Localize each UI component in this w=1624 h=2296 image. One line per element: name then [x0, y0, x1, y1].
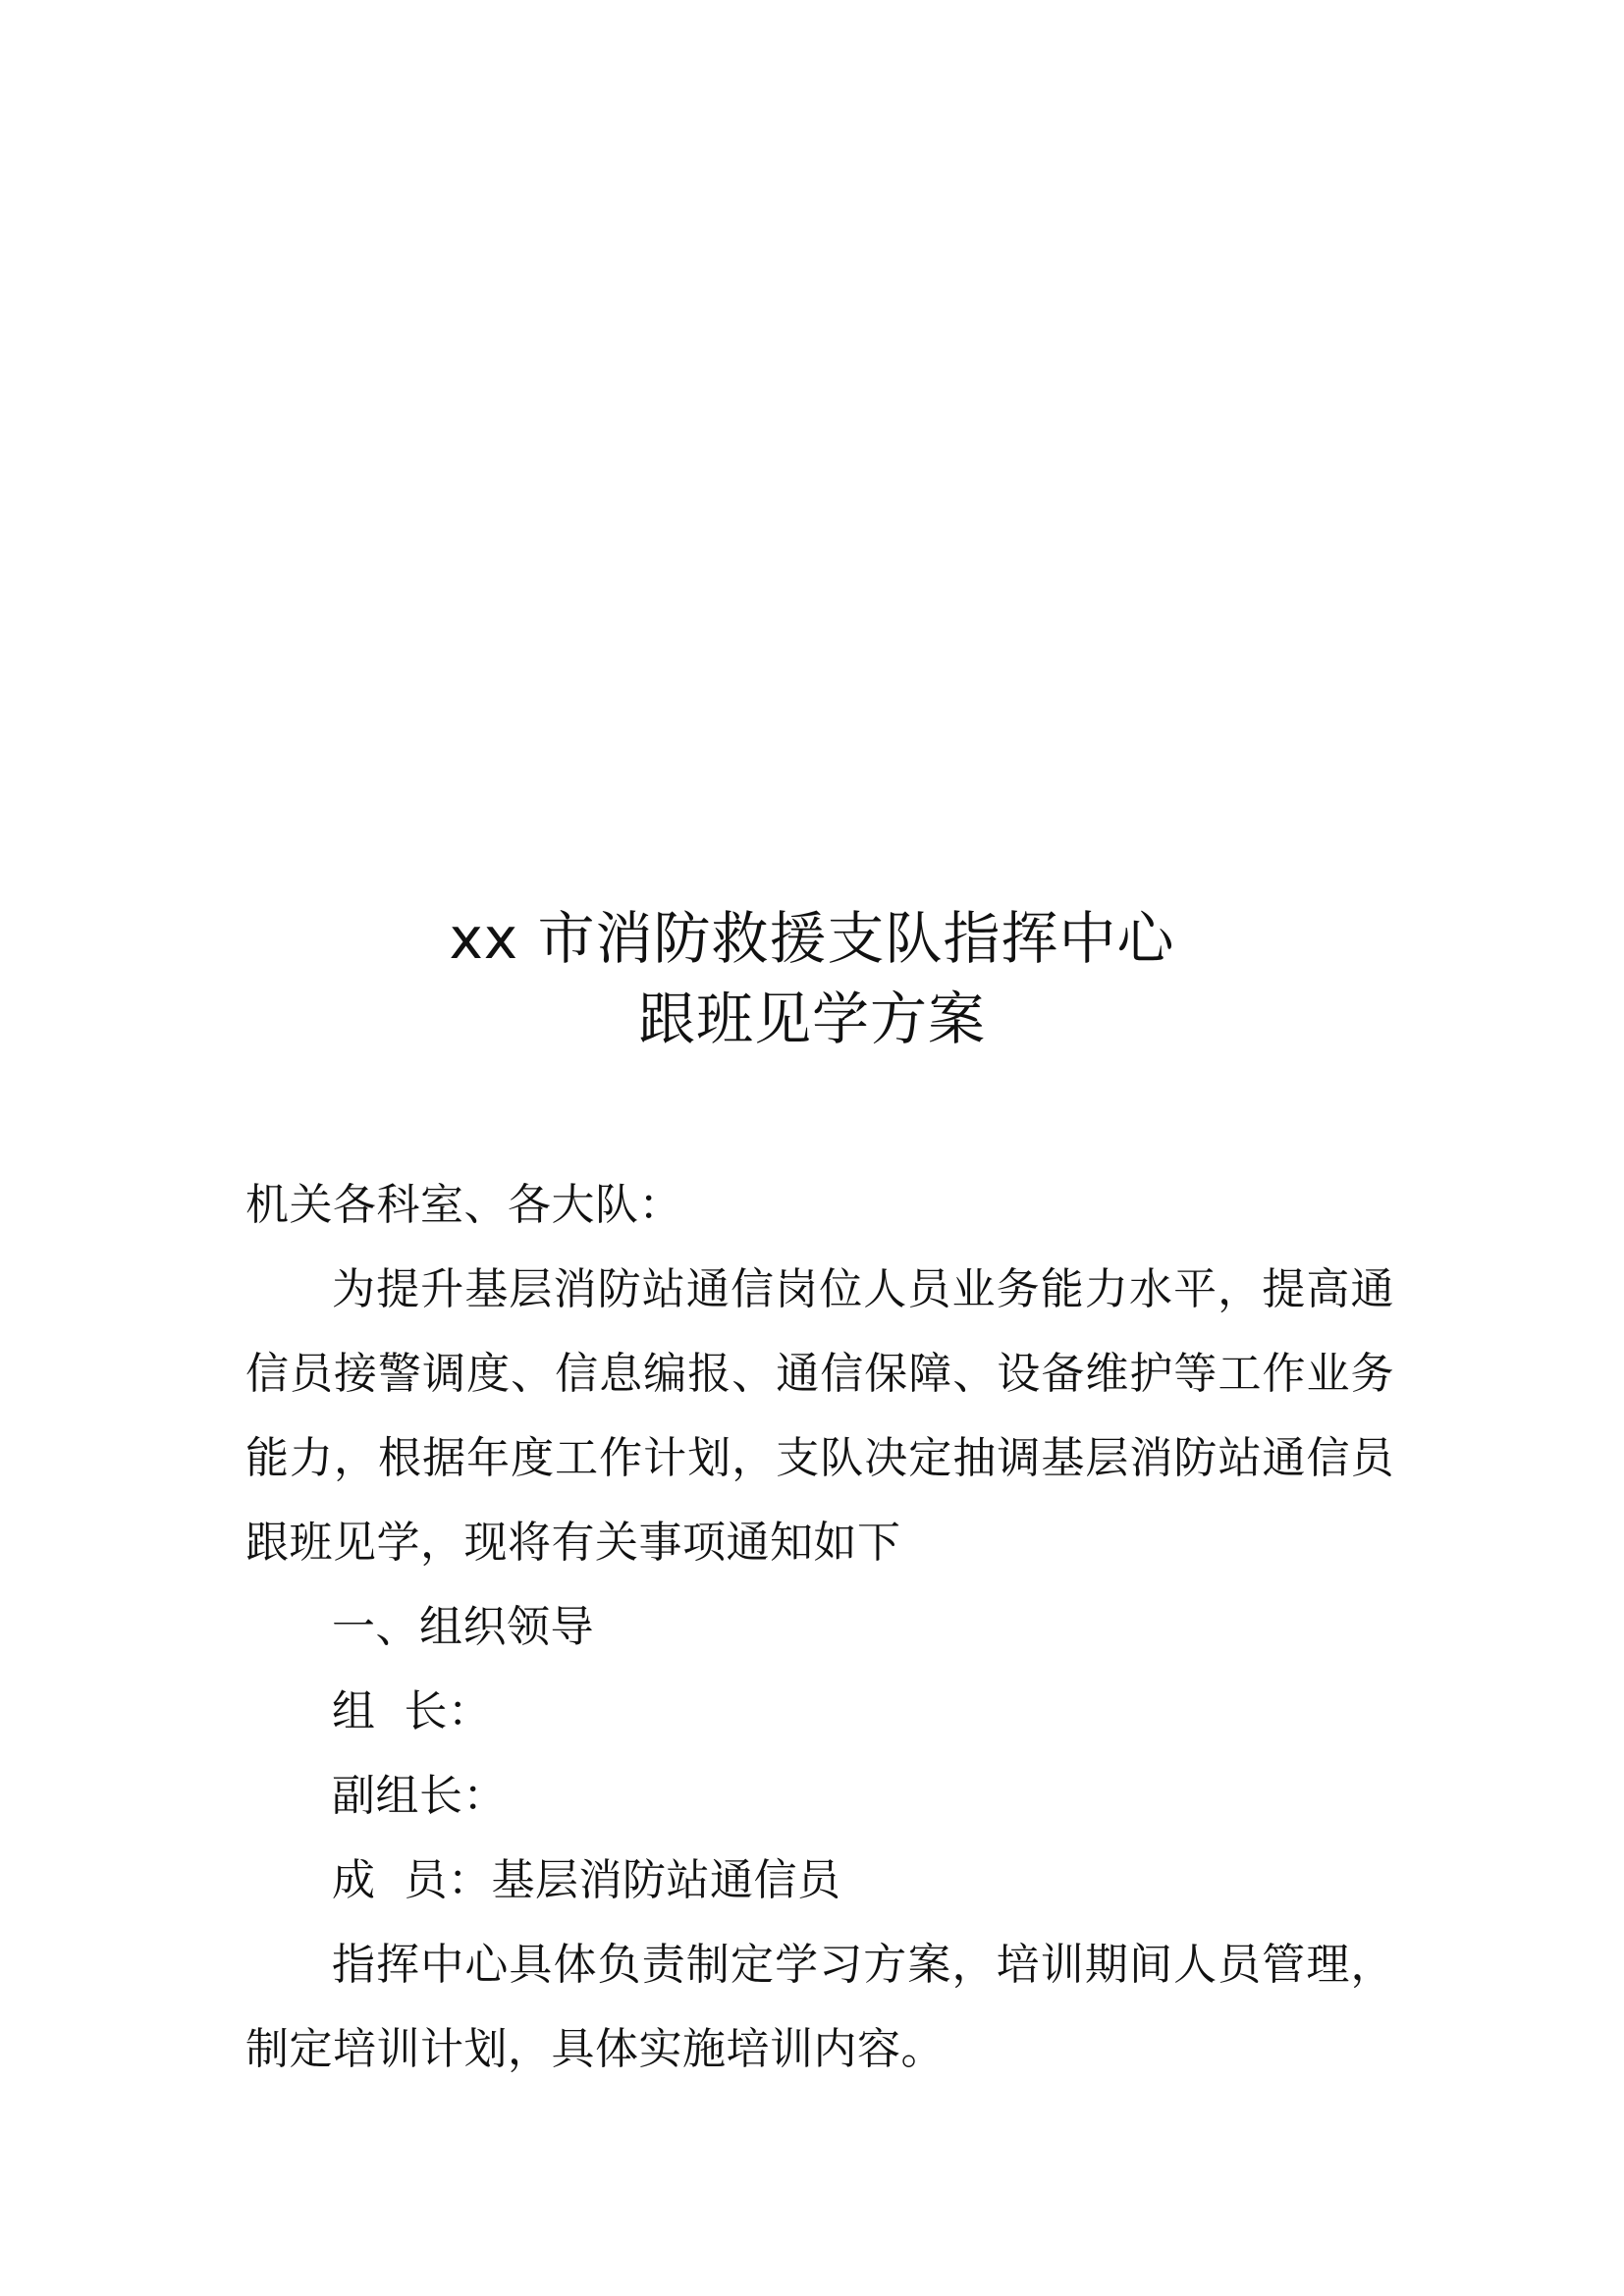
salutation: 机关各科室、各大队：	[245, 1180, 682, 1230]
document-title	[0, 898, 1624, 1059]
group-leader-line: 组 长：	[332, 1686, 492, 1736]
members-line: 成 员：基层消防站通信员	[332, 1855, 841, 1905]
title-line-2: 跟班见学方案	[637, 986, 986, 1052]
title-line-1: xx 市消防救援支队指挥中心	[449, 905, 1175, 972]
section-heading-organization: 一、组织领导	[332, 1602, 594, 1652]
intro-paragraph: 为提升基层消防站通信岗位人员业务能力水平，提高通信员接警调度、信息编报、通信保障、设备维护等工作业务能力，根据年度工作计划，支队决定抽调基层消防站通信员跟班见学，现将有关事项通知如下	[245, 1264, 1394, 1568]
document-body	[245, 1163, 1394, 2092]
responsibility-paragraph: 指挥中心具体负责制定学习方案，培训期间人员管理，制定培训计划，具体实施培训内容。	[245, 1940, 1394, 2074]
deputy-group-leader-line: 副组长：	[332, 1771, 507, 1821]
